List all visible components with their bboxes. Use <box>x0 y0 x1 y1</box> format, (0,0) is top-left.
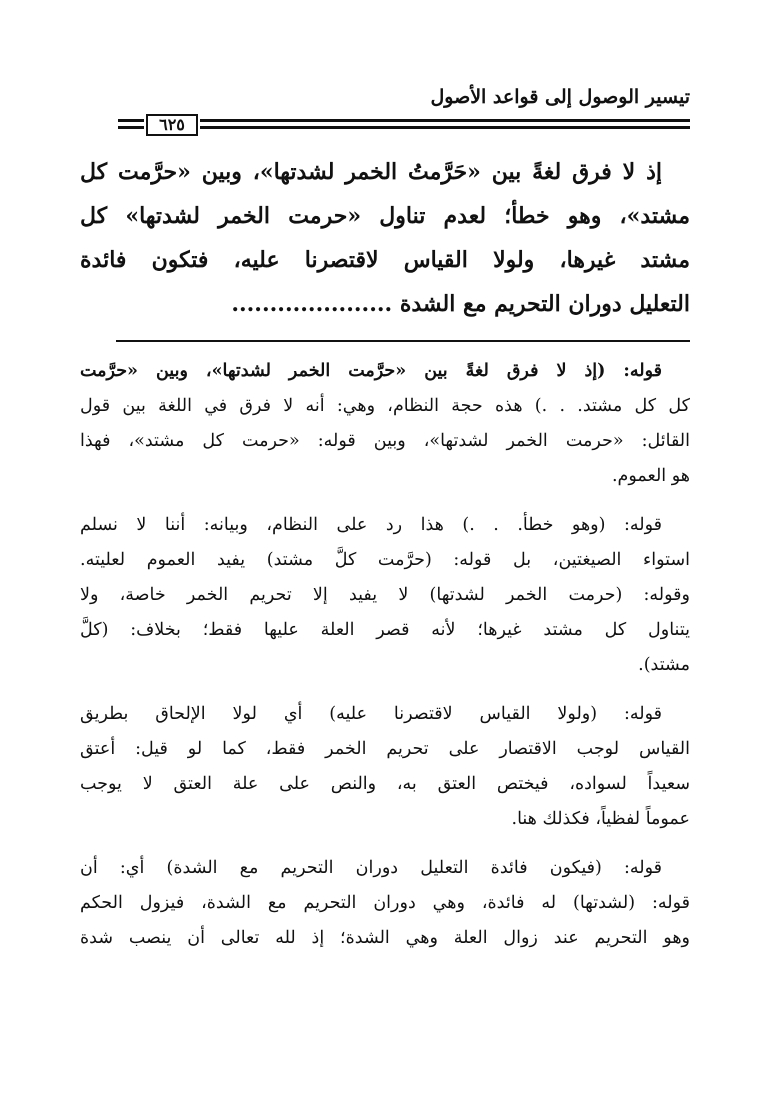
commentary-paragraph <box>80 697 690 837</box>
commentary-line: هو العموم. <box>611 466 690 486</box>
main-line: التعليل دوران التحريم مع الشدة ..................... <box>231 291 690 317</box>
main-line: إذ لا فرق لغةً بين «حَرَّمتُ الخمر لشدتها»، وبين «حرَّمت كل <box>80 159 662 185</box>
commentary-line: مشتد). <box>638 655 690 675</box>
commentary-line: استواء الصيغتين، بل قوله: (حرَّمت كلَّ مشتد) يفيد العموم لعليته. <box>80 550 690 570</box>
commentary-paragraph <box>80 851 690 956</box>
commentary-line: قوله: (ولولا القياس لاقتصرنا عليه) أي لولا الإلحاق بطريق <box>80 704 662 724</box>
commentary-line: وقوله: (حرمت الخمر لشدتها) لا يفيد إلا تحريم الخمر خاصة، ولا <box>80 585 690 605</box>
commentary-line: كل كل مشتد. . .) هذه حجة النظام، وهي: أنه لا فرق في اللغة بين قول <box>80 396 690 416</box>
main-text <box>80 150 690 326</box>
commentary-line: قوله: (إذ لا فرق لغةً بين «حرَّمت الخمر لشدتها»، وبين «حرَّمت <box>80 361 662 381</box>
commentary <box>80 354 690 970</box>
commentary-paragraph <box>80 508 690 683</box>
commentary-line: يتناول كل مشتد غيرها؛ لأنه قصر العلة عليها فقط؛ بخلاف: (كلَّ <box>80 620 690 640</box>
page-number: ٦٢٥ <box>146 114 198 136</box>
main-line: مشتد غيرها، ولولا القياس لاقتصرنا عليه، فتكون فائدة <box>80 247 690 273</box>
running-title: تيسير الوصول إلى قواعد الأصول <box>430 86 690 108</box>
commentary-line: قوله: (وهو خطأ. . .) هذا رد على النظام، وبيانه: أننا لا نسلم <box>80 515 662 535</box>
page-header <box>118 86 690 136</box>
commentary-line: القياس لوجب الاقتصار على تحريم الخمر فقط، كما لو قيل: أعتق <box>80 739 690 759</box>
header-rule-right <box>200 119 690 129</box>
commentary-line: سعيداً لسواده، فيختص العتق به، والنص على علة العتق لا يوجب <box>80 774 690 794</box>
header-rule-left <box>118 119 144 129</box>
commentary-line: قوله: (فيكون فائدة التعليل دوران التحريم مع الشدة) أي: أن <box>80 858 662 878</box>
commentary-line: وهو التحريم عند زوال العلة وهي الشدة؛ إذ لله تعالى أن ينصب شدة <box>80 928 690 948</box>
commentary-line: عموماً لفظياً، فكذلك هنا. <box>511 809 690 829</box>
commentary-line: القائل: «حرمت الخمر لشدتها»، وبين قوله: «حرمت كل مشتد»، فهذا <box>80 431 690 451</box>
main-line: مشتد»، وهو خطأ؛ لعدم تناول «حرمت الخمر لشدتها» كل <box>80 203 690 229</box>
commentary-line: قوله: (لشدتها) له فائدة، وهي دوران التحريم مع الشدة، فيزول الحكم <box>80 893 690 913</box>
footnote-divider <box>116 340 690 342</box>
commentary-paragraph <box>80 354 690 494</box>
